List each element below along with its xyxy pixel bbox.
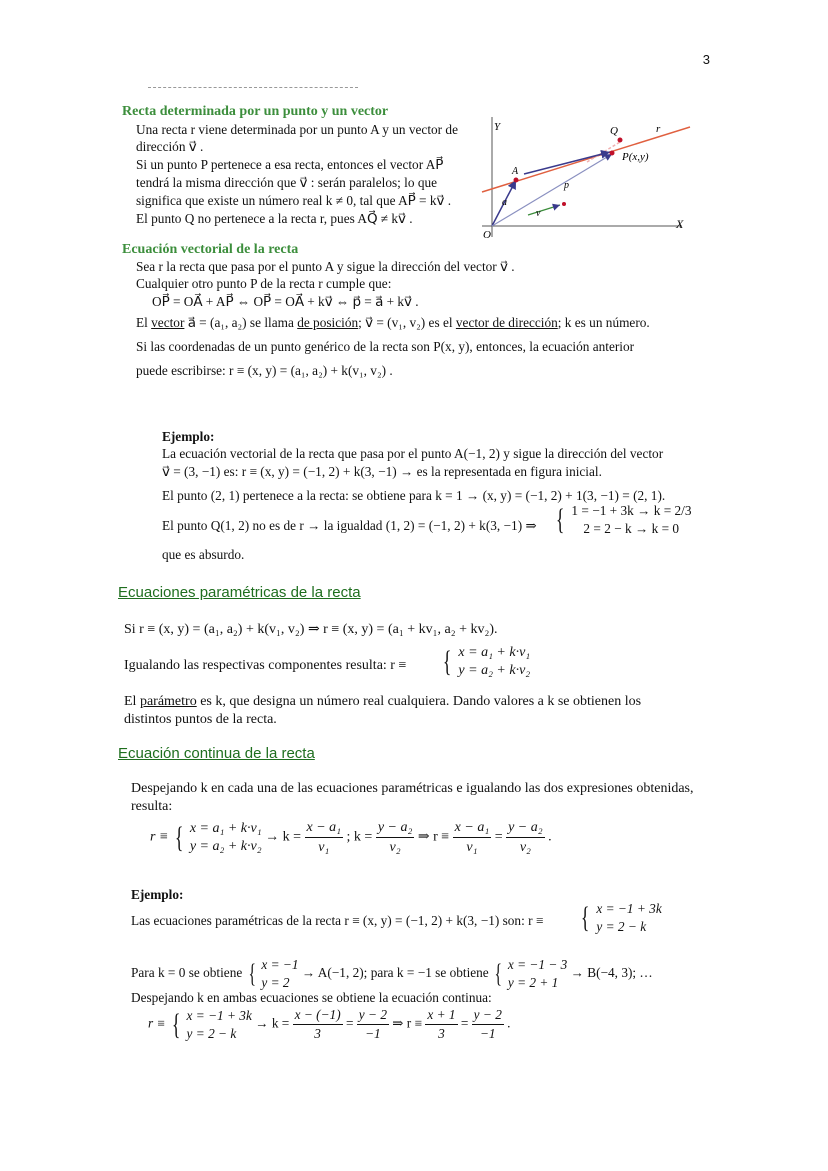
equation-continua-ejemplo: r ≡ { x = −1 + 3k y = 2 − k → k = $\frac{x - (-1)}{3}$ = $\frac{y - 2}{-1}$ ⇒ r ≡ $\frac{x + 1}{3}$ = $\frac{y - 2}{-1}$ . xyxy=(148,1007,511,1041)
ejemplo-title: Ejemplo: xyxy=(162,429,215,444)
text-line: Igualando las respectivas componentes resulta: r ≡ xyxy=(124,658,407,673)
brace: { xyxy=(442,645,452,678)
ejemplo-title: Ejemplo: xyxy=(131,887,184,902)
label-a-vector: a⃗ xyxy=(502,197,515,208)
text-line: Cualquier otro punto P de la recta r cumple que: xyxy=(136,276,392,291)
label-q: Q xyxy=(610,125,618,137)
point-a xyxy=(514,178,519,183)
text-line: Despejando k en ambas ecuaciones se obtiene la ecuación continua: xyxy=(131,990,492,1005)
brace: { xyxy=(555,503,565,536)
section-title-parametricas: Ecuaciones paramétricas de la recta xyxy=(118,584,361,601)
section-title-vectorial: Ecuación vectorial de la recta xyxy=(122,242,299,257)
label-v-vector: v⃗ xyxy=(536,208,549,219)
text-line: El punto Q(1, 2) no es de r → la igualdad (1, 2) = (−1, 2) + k(3, −1) ⇒ xyxy=(162,518,537,533)
system-absurd: { 1 = −1 + 3k → k = 2/3 2 = 2 − k → k = 0 xyxy=(555,503,692,536)
text-line: v⃗ = (3, −1) es: r ≡ (x, y) = (−1, 2) + k(3, −1) → es la representada en figura inicial. xyxy=(162,464,602,479)
label-y: Y xyxy=(494,121,501,133)
label-r: r xyxy=(656,123,661,135)
text-line: Sea r la recta que pasa por el punto A y sigue la dirección del vector v⃗ . xyxy=(136,259,515,274)
faded-top-line xyxy=(148,87,358,88)
system-parametric: { x = a₁ + k·v₁ y = a₂ + k·v₂ xyxy=(442,645,531,678)
text-line: tendrá la misma dirección que v⃗ : serán paralelos; lo que xyxy=(136,175,438,190)
brace: { xyxy=(174,820,184,854)
text-line: dirección v⃗ . xyxy=(136,139,204,154)
point-p xyxy=(610,151,615,156)
label-o: O xyxy=(483,229,491,241)
text-line: Una recta r viene determinada por un punto A y un vector de xyxy=(136,122,458,137)
system-ejemplo2: { x = −1 + 3k y = 2 − k xyxy=(580,901,662,934)
section-title-continua: Ecuación continua de la recta xyxy=(118,745,315,762)
page-number: 3 xyxy=(702,52,710,67)
text-line: Si las coordenadas de un punto genérico de la recta son P(x, y), entonces, la ecuación anterior xyxy=(136,339,635,354)
label-a: A xyxy=(512,166,519,177)
brace: { xyxy=(248,959,256,988)
text-line: Si un punto P pertenece a esa recta, entonces el vector AP⃗ xyxy=(136,157,444,172)
text-line: El punto Q no pertenece a la recta r, pues AQ⃗ ≠ kv⃗ . xyxy=(136,211,413,226)
brace: { xyxy=(494,959,503,988)
brace: { xyxy=(580,901,590,934)
text-line-definitions: El vector a⃗ = (a₁, a₂) se llama de posición; v⃗ = (v₁, v₂) es el vector de dirección; k es un número. xyxy=(136,315,650,330)
brace: { xyxy=(171,1007,181,1041)
text-line: La ecuación vectorial de la recta que pasa por el punto A(−1, 2) y sigue la dirección del vector xyxy=(162,446,664,461)
text-line: significa que existe un número real k ≠ 0, tal que AP⃗ = kv⃗ . xyxy=(136,193,452,208)
text-line-valores: Para k = 0 se obtiene { x = −1 y = 2 → A(−1, 2); para k = −1 se obtiene { x = −1 − 3 y = 2 + 1 → B(−4, 3); … xyxy=(131,957,653,990)
point-v xyxy=(562,202,566,206)
section-title-punto-vector: Recta determinada por un punto y un vector xyxy=(122,104,389,119)
equation-vectorial: OP⃗ = OA⃗ + AP⃗ ⇔ OP⃗ = OA⃗ + kv⃗ ⇔ p⃗ = a⃗ + kv⃗ . xyxy=(152,294,419,309)
text-line: Despejando k en cada una de las ecuaciones paramétricas e igualando las dos expresiones obtenidas, xyxy=(131,781,694,796)
point-q xyxy=(618,138,623,143)
label-p-vector: p⃗ xyxy=(564,180,577,191)
text-line: puede escribirse: r ≡ (x, y) = (a₁, a₂) + k(v₁, v₂) . xyxy=(136,363,393,378)
recta-figure xyxy=(472,112,702,242)
text-line: Si r ≡ (x, y) = (a₁, a₂) + k(v₁, v₂) ⇒ r ≡ (x, y) = (a₁ + kv₁, a₂ + kv₂). xyxy=(124,622,498,637)
text-line: El punto (2, 1) pertenece a la recta: se obtiene para k = 1 → (x, y) = (−1, 2) + 1(3, −1) = (2, 1). xyxy=(162,488,666,503)
text-line: Las ecuaciones paramétricas de la recta r ≡ (x, y) = (−1, 2) + k(3, −1) son: r ≡ xyxy=(131,913,544,928)
label-p: P(x,y) xyxy=(622,151,649,163)
equation-continua: r ≡ { x = a₁ + k·v₁ y = a₂ + k·v₂ → k = $\frac{\text{x − a₁}}{\text{v₁}}$ ; k = $\frac{\text{y − a₂}}{\text{v₂}}$ ⇒ r ≡ $\frac{\text{x − a₁}}{\text{v₁}}$ = $\frac{\text{y − a₂}}{\text{v₂}}$ . xyxy=(150,820,552,855)
text-line: distintos puntos de la recta. xyxy=(124,712,277,727)
text-line: resulta: xyxy=(131,799,173,814)
text-line: El parámetro es k, que designa un número real cualquiera. Dando valores a k se obtienen los xyxy=(124,694,642,709)
line-r xyxy=(482,127,690,192)
label-x: X xyxy=(676,217,684,231)
text-line: que es absurdo. xyxy=(162,547,245,562)
